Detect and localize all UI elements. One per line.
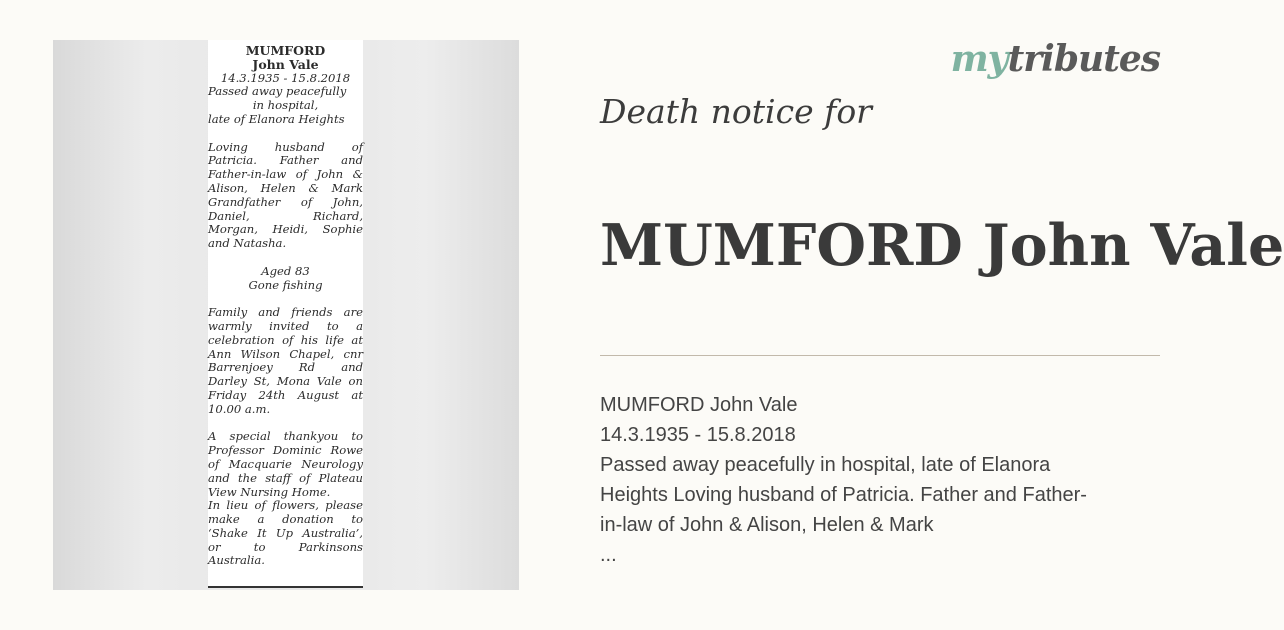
clipping-line: Father-in-law of John & bbox=[208, 167, 363, 182]
clipping-line: Alison, Helen & Mark bbox=[208, 180, 363, 195]
summary-name: MUMFORD John Vale bbox=[600, 394, 798, 416]
summary-line: Passed away peacefully in hospital, late of Elanora bbox=[600, 454, 1051, 476]
clipping-line: Grandfather of John, bbox=[208, 194, 363, 209]
notice-summary bbox=[600, 390, 1160, 570]
clipping-line: celebration of his life at bbox=[208, 332, 363, 347]
clipping-line: Morgan, Heidi, Sophie bbox=[208, 222, 363, 237]
clipping-line: Darley St, Mona Vale on bbox=[208, 374, 363, 389]
clipping-line: Barrenjoey Rd and bbox=[208, 360, 363, 375]
clipping-line: of Macquarie Neurology bbox=[208, 456, 363, 471]
summary-ellipsis: ... bbox=[600, 544, 617, 566]
clipping-line: or to Parkinsons bbox=[208, 539, 363, 554]
clipping-line: ‘Shake It Up Australia’, bbox=[208, 525, 363, 540]
clipping-line: late of Elanora Heights bbox=[208, 111, 345, 126]
clipping-line: and Natasha. bbox=[208, 236, 287, 251]
summary-line: Heights Loving husband of Patricia. Father and Father- bbox=[600, 484, 1087, 506]
clipping-line: Family and friends are bbox=[208, 305, 363, 320]
clipping-line: Professor Dominic Rowe bbox=[208, 443, 363, 458]
clipping-line: View Nursing Home. bbox=[208, 484, 331, 499]
clipping-surname: MUMFORD bbox=[245, 43, 326, 58]
summary-line: in-law of John & Alison, Helen & Mark bbox=[600, 514, 934, 536]
clipping-line: 10.00 a.m. bbox=[208, 401, 271, 416]
clipping-line: Loving husband of bbox=[208, 139, 363, 154]
clipping-age: Aged 83 bbox=[261, 263, 310, 278]
deceased-name: MUMFORD John Vale bbox=[600, 212, 1284, 279]
divider bbox=[600, 355, 1160, 356]
clipping-line: Passed away peacefully bbox=[208, 84, 347, 99]
newspaper-clipping-image bbox=[53, 40, 519, 590]
logo-tributes: tributes bbox=[1007, 38, 1160, 80]
clipping-line: Ann Wilson Chapel, cnr bbox=[208, 346, 363, 361]
clipping-line: in hospital, bbox=[252, 98, 319, 113]
clipping-line: In lieu of flowers, please bbox=[208, 498, 363, 513]
clipping-epitaph: Gone fishing bbox=[248, 277, 323, 292]
clipping-line: warmly invited to a bbox=[208, 318, 363, 333]
mytributes-logo[interactable] bbox=[951, 38, 1160, 80]
clipping-line: Daniel, Richard, bbox=[208, 208, 363, 223]
clipping-dates: 14.3.1935 - 15.8.2018 bbox=[220, 70, 351, 85]
summary-dates: 14.3.1935 - 15.8.2018 bbox=[600, 424, 796, 446]
clipping-line: Friday 24th August at bbox=[208, 387, 363, 402]
clipping-line: Patricia. Father and bbox=[208, 153, 363, 168]
clipping-line: Australia. bbox=[208, 553, 265, 568]
clipping-line: make a donation to bbox=[208, 512, 363, 527]
clipping-line: and the staff of Plateau bbox=[208, 470, 363, 485]
clipping-given-names: John Vale bbox=[252, 56, 319, 72]
notice-heading: Death notice for bbox=[600, 92, 872, 131]
newspaper-clipping bbox=[208, 40, 363, 588]
clipping-line: A special thankyou to bbox=[208, 429, 363, 444]
logo-my: my bbox=[950, 38, 1008, 80]
